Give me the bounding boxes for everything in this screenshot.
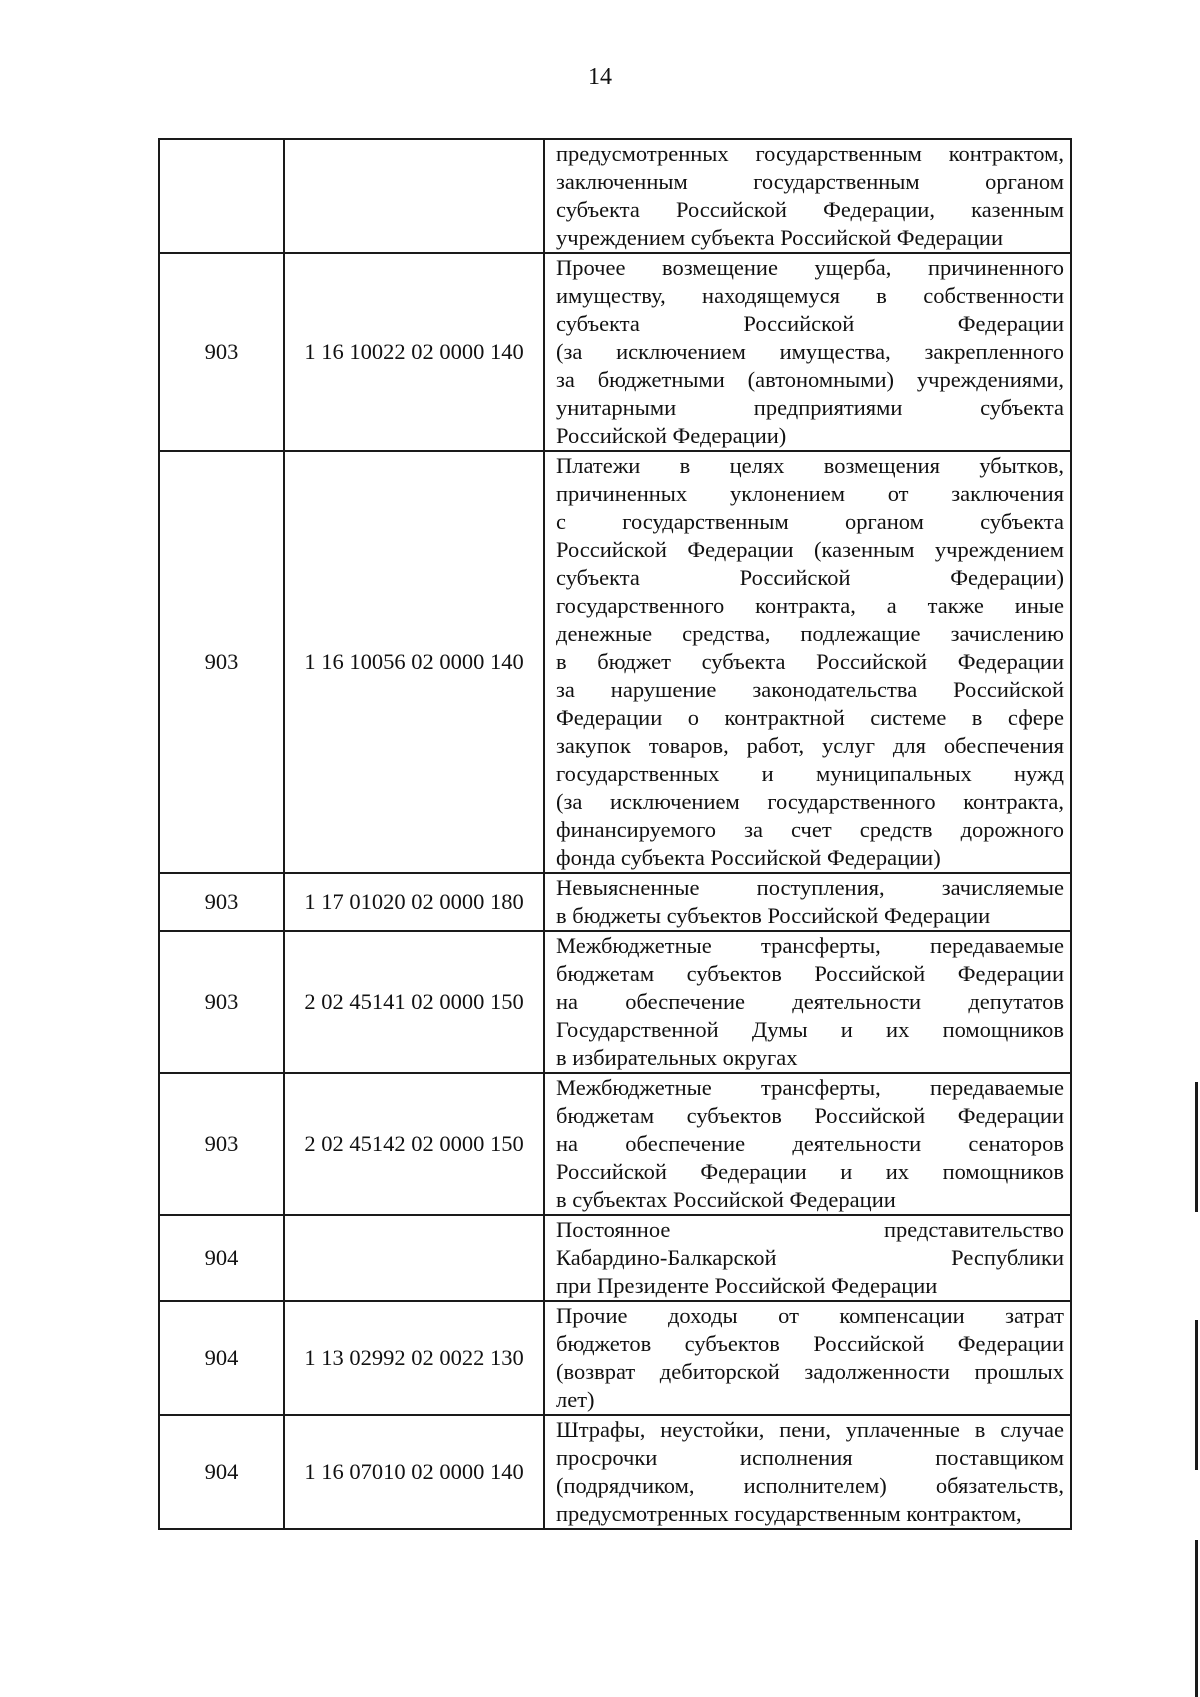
admin-code-cell: [159, 139, 284, 253]
budget-classification-code-cell: 1 16 10056 02 0000 140: [284, 451, 544, 873]
revenue-name-line: в избирательных округах: [556, 1045, 798, 1070]
revenue-name-cell: [544, 873, 1071, 931]
revenue-name-line: государственного контракта, а также иные: [556, 593, 1064, 618]
revenue-name-line: предусмотренных государственным контрактом,: [556, 141, 1064, 166]
revenue-name-line: Федерации о контрактной системе в сфере: [556, 705, 1064, 730]
revenue-name-line: Межбюджетные трансферты, передаваемые: [556, 933, 1064, 958]
admin-code-cell: 903: [159, 873, 284, 931]
revenue-name-line: за нарушение законодательства Российской: [556, 677, 1064, 702]
revenue-name-line: Российской Федерации (казенным учреждением: [556, 537, 1064, 562]
revenue-name-line: с государственным органом субъекта: [556, 509, 1064, 534]
table-row: [159, 451, 1071, 873]
revenue-name-line: просрочки исполнения поставщиком: [556, 1445, 1064, 1470]
admin-code-cell: 904: [159, 1301, 284, 1415]
revenue-name-line: имуществу, находящемуся в собственности: [556, 283, 1064, 308]
budget-classification-code-cell: [284, 139, 544, 253]
revenue-name-line: субъекта Российской Федерации, казенным: [556, 197, 1064, 222]
revenue-name-line: заключенным государственным органом: [556, 169, 1064, 194]
budget-classification-code-cell: 1 17 01020 02 0000 180: [284, 873, 544, 931]
revenue-name-line: унитарными предприятиями субъекта: [556, 395, 1064, 420]
table-row: [159, 253, 1071, 451]
revenue-name-line: предусмотренных государственным контрактом,: [556, 1501, 1022, 1526]
revenue-name-line: денежные средства, подлежащие зачислению: [556, 621, 1064, 646]
table-row: [159, 1301, 1071, 1415]
table-body: [159, 139, 1071, 1529]
budget-classification-code-cell: [284, 1215, 544, 1301]
revenue-name-line: (подрядчиком, исполнителем) обязательств,: [556, 1473, 1064, 1498]
revenue-name-line: в бюджеты субъектов Российской Федерации: [556, 903, 991, 928]
revenue-name-line: Невыясненные поступления, зачисляемые: [556, 875, 1064, 900]
revenue-name-line: субъекта Российской Федерации: [556, 311, 1064, 336]
revenue-name-line: Российской Федерации и их помощников: [556, 1159, 1064, 1184]
revenue-name-line: Государственной Думы и их помощников: [556, 1017, 1064, 1042]
revenue-name-cell: [544, 139, 1071, 253]
budget-classification-code-cell: 1 13 02992 02 0022 130: [284, 1301, 544, 1415]
revenue-name-cell: [544, 1215, 1071, 1301]
revenue-name-line: финансируемого за счет средств дорожного: [556, 817, 1064, 842]
budget-classification-code-cell: 1 16 07010 02 0000 140: [284, 1415, 544, 1529]
revenue-name-line: бюджетам субъектов Российской Федерации: [556, 1103, 1064, 1128]
budget-codes-table: [158, 138, 1072, 1530]
revenue-name-cell: [544, 451, 1071, 873]
admin-code-cell: 903: [159, 253, 284, 451]
revenue-name-line: закупок товаров, работ, услуг для обеспечения: [556, 733, 1064, 758]
page-number: 14: [588, 64, 612, 90]
budget-classification-code-cell: 2 02 45141 02 0000 150: [284, 931, 544, 1073]
revenue-name-line: Постоянное представительство: [556, 1217, 1064, 1242]
revenue-name-line: за бюджетными (автономными) учреждениями,: [556, 367, 1064, 392]
budget-classification-code-cell: 1 16 10022 02 0000 140: [284, 253, 544, 451]
revenue-name-line: учреждением субъекта Российской Федерации: [556, 225, 1003, 250]
revenue-name-cell: [544, 253, 1071, 451]
revenue-name-line: в субъектах Российской Федерации: [556, 1187, 896, 1212]
revenue-name-line: на обеспечение деятельности депутатов: [556, 989, 1064, 1014]
revenue-name-line: государственных и муниципальных нужд: [556, 761, 1064, 786]
revenue-name-line: Прочие доходы от компенсации затрат: [556, 1303, 1064, 1328]
revenue-name-line: Прочее возмещение ущерба, причиненного: [556, 255, 1064, 280]
table-row: [159, 1415, 1071, 1529]
revenue-name-cell: [544, 1415, 1071, 1529]
revenue-name-line: причиненных уклонением от заключения: [556, 481, 1064, 506]
scan-artifact-mark: [1195, 1082, 1198, 1212]
revenue-name-cell: [544, 1301, 1071, 1415]
admin-code-cell: 903: [159, 931, 284, 1073]
scan-artifact-mark: [1195, 1540, 1198, 1697]
revenue-name-line: фонда субъекта Российской Федерации): [556, 845, 941, 870]
table-row: [159, 139, 1071, 253]
revenue-name-line: лет): [556, 1387, 595, 1412]
revenue-name-line: (за исключением государственного контракта,: [556, 789, 1064, 814]
table-row: [159, 1073, 1071, 1215]
table-row: [159, 1215, 1071, 1301]
revenue-name-line: (возврат дебиторской задолженности прошлых: [556, 1359, 1064, 1384]
admin-code-cell: 904: [159, 1215, 284, 1301]
revenue-name-line: на обеспечение деятельности сенаторов: [556, 1131, 1064, 1156]
table-row: [159, 873, 1071, 931]
revenue-name-cell: [544, 1073, 1071, 1215]
revenue-name-line: в бюджет субъекта Российской Федерации: [556, 649, 1064, 674]
revenue-name-line: бюджетов субъектов Российской Федерации: [556, 1331, 1064, 1356]
revenue-name-line: при Президенте Российской Федерации: [556, 1273, 938, 1298]
revenue-name-cell: [544, 931, 1071, 1073]
admin-code-cell: 903: [159, 1073, 284, 1215]
revenue-name-line: Платежи в целях возмещения убытков,: [556, 453, 1064, 478]
revenue-name-line: (за исключением имущества, закрепленного: [556, 339, 1064, 364]
revenue-name-line: бюджетам субъектов Российской Федерации: [556, 961, 1064, 986]
admin-code-cell: 904: [159, 1415, 284, 1529]
revenue-name-line: Штрафы, неустойки, пени, уплаченные в случае: [556, 1417, 1064, 1442]
revenue-name-line: Кабардино-Балкарской Республики: [556, 1245, 1064, 1270]
table-row: [159, 931, 1071, 1073]
budget-classification-code-cell: 2 02 45142 02 0000 150: [284, 1073, 544, 1215]
admin-code-cell: 903: [159, 451, 284, 873]
revenue-name-line: Межбюджетные трансферты, передаваемые: [556, 1075, 1064, 1100]
revenue-name-line: Российской Федерации): [556, 423, 787, 448]
revenue-name-line: субъекта Российской Федерации): [556, 565, 1064, 590]
scan-artifact-mark: [1195, 1320, 1198, 1470]
